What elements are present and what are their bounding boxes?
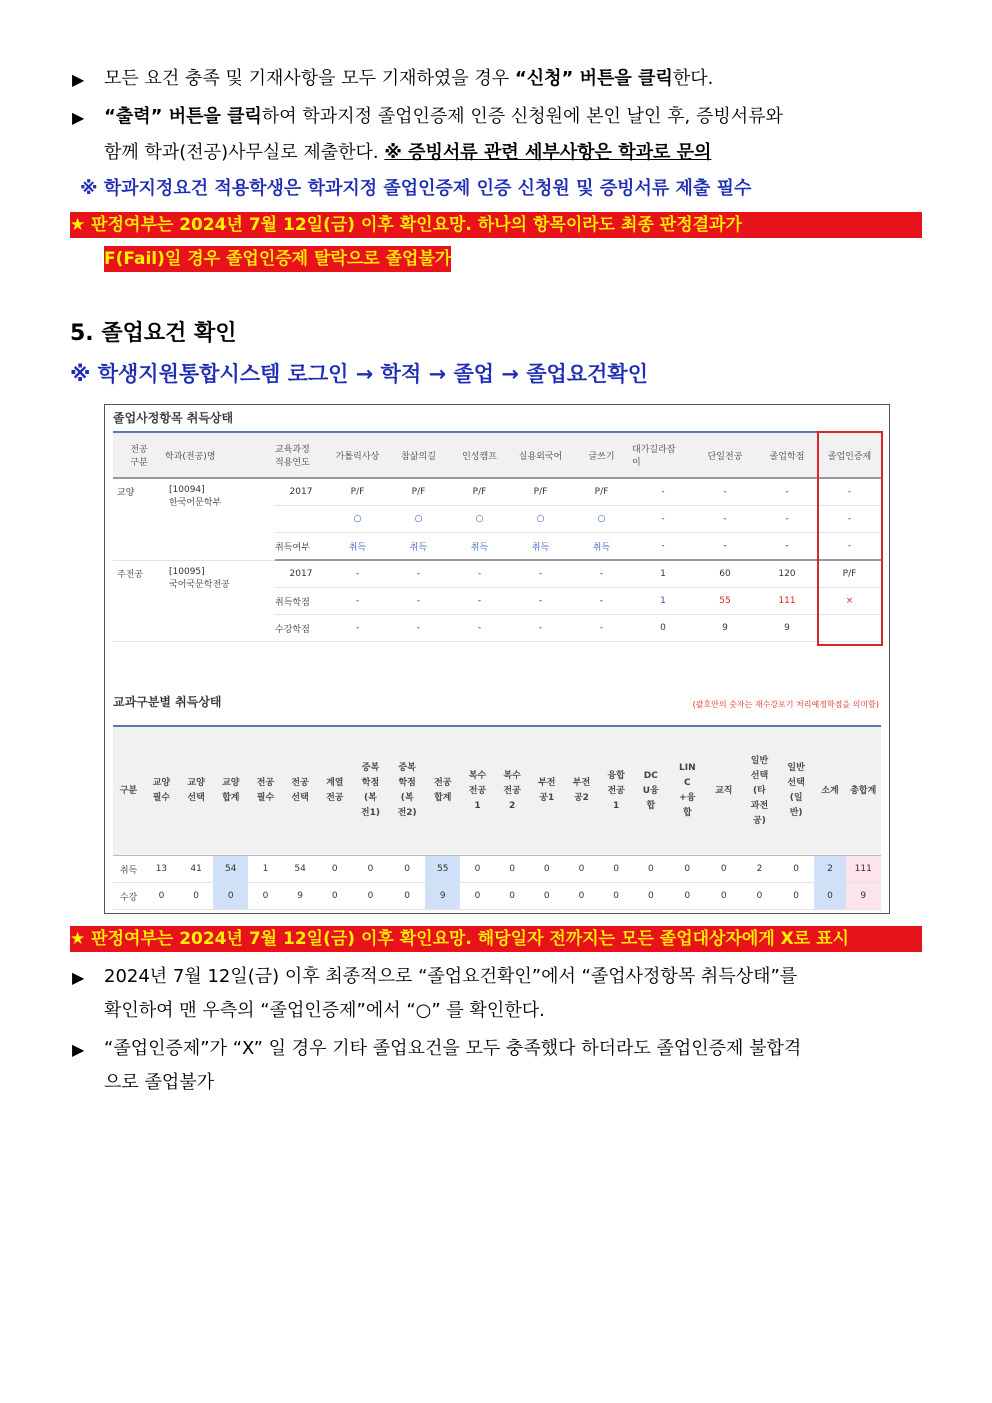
table-cell: 2 <box>741 856 778 883</box>
warning-banner-1 <box>70 212 922 238</box>
bullet-text: 모든 요건 충족 및 기재사항을 모두 기재하였을 경우 <box>104 68 515 89</box>
table-cell: 0 <box>389 856 426 883</box>
table-cell: 0 <box>564 883 599 910</box>
column-header: 단일전공 <box>694 432 756 478</box>
column-header: 소계 <box>814 726 845 856</box>
table-cell: 취득 <box>327 533 388 561</box>
table-cell: 취득여부 <box>275 533 327 561</box>
pass-circle-icon: ○ <box>510 506 571 533</box>
table-cell: 0 <box>668 883 706 910</box>
bullet-arrow: ▶ <box>72 1040 85 1059</box>
table-cell: - <box>694 478 756 506</box>
bullet-arrow: ▶ <box>72 70 85 89</box>
table-cell: 취득 <box>449 533 510 561</box>
table-cell: - <box>571 615 632 642</box>
graduation-items-table <box>113 431 881 642</box>
pass-circle-icon: ○ <box>571 506 632 533</box>
column-header: 교양합계 <box>213 726 248 856</box>
table-cell: 1 <box>248 856 283 883</box>
table-cell: - <box>327 588 388 615</box>
table-cell: 0 <box>352 883 389 910</box>
table-cell: 0 <box>495 883 530 910</box>
table-cell: - <box>571 588 632 615</box>
star-icon: ★ <box>70 215 86 235</box>
table-cell: 0 <box>460 856 495 883</box>
bullet-check-line2: 확인하여 맨 우측의 “졸업인증제”에서 “○” 를 확인한다. <box>104 1000 545 1021</box>
column-header: 졸업인증제 <box>818 432 881 478</box>
column-header: 교양필수 <box>144 726 179 856</box>
table-cell: 9 <box>694 615 756 642</box>
navigation-path: ※ 학생지원통합시스템 로그인 → 학적 → 졸업 → 졸업요건확인 <box>70 362 648 386</box>
column-header: DCU융합 <box>633 726 668 856</box>
table-cell: 취득 <box>388 533 449 561</box>
column-header: 전공 구분 <box>113 432 165 478</box>
table-cell: - <box>632 506 694 533</box>
table-header-row <box>113 432 881 478</box>
table-row <box>113 856 881 883</box>
bullet-text: 함께 학과(전공)사무실로 제출한다. <box>104 142 385 163</box>
bullet-check-line1: 2024년 7월 12일(금) 이후 최종적으로 “졸업요건확인”에서 “졸업사정항목 취득상태”를 <box>104 966 798 987</box>
table-cell: - <box>388 588 449 615</box>
table-cell: - <box>449 588 510 615</box>
retake-note: (괄호안의 숫자는 재수강포기 처리예정학점을 의미함) <box>692 700 879 709</box>
table-cell <box>275 506 327 533</box>
bullet-fail-line2: 으로 졸업불가 <box>104 1072 215 1093</box>
table-cell: 0 <box>778 883 815 910</box>
column-header: 가톨릭사상 <box>327 432 388 478</box>
table-cell: 0 <box>317 856 352 883</box>
table-cell: 0 <box>179 883 214 910</box>
dept-note: ※ 학과지정요건 적용학생은 학과지정 졸업인증제 인증 신청원 및 증빙서류 제출 필수 <box>80 178 752 199</box>
table-cell: 0 <box>633 883 668 910</box>
table-cell: 0 <box>599 856 634 883</box>
table-cell: 0 <box>248 883 283 910</box>
table-cell: - <box>756 478 818 506</box>
column-header: 일반선택(타과전공) <box>741 726 778 856</box>
bullet-arrow: ▶ <box>72 108 85 127</box>
column-header: 일반선택(일반) <box>778 726 815 856</box>
graduation-status-screenshot <box>104 404 890 914</box>
column-header: 부전공1 <box>529 726 564 856</box>
table-cell: 수강학점 <box>275 615 327 642</box>
table-cell: 0 <box>599 883 634 910</box>
table-cell: - <box>388 615 449 642</box>
table-cell: 0 <box>389 883 426 910</box>
t2-title: 교과구분별 취득상태 <box>113 695 222 709</box>
table-cell: 13 <box>144 856 179 883</box>
column-header: 교직 <box>706 726 741 856</box>
table-cell: 0 <box>706 883 741 910</box>
column-header: 복수전공1 <box>460 726 495 856</box>
column-header: 졸업학점 <box>756 432 818 478</box>
major-type: 교양 <box>113 478 165 560</box>
table-cell: 0 <box>529 856 564 883</box>
table-cell: 60 <box>694 560 756 588</box>
column-header: 총합계 <box>846 726 881 856</box>
bullet-arrow: ▶ <box>72 968 85 987</box>
table-cell: P/F <box>818 560 881 588</box>
table-cell: 2 <box>814 856 845 883</box>
table-row <box>113 883 881 910</box>
column-header: 대가길라잡 이 <box>632 432 694 478</box>
table-cell: 0 <box>352 856 389 883</box>
table-cell: 9 <box>756 615 818 642</box>
table-cell: - <box>818 506 881 533</box>
table-cell: 0 <box>668 856 706 883</box>
table-cell: 2017 <box>275 478 327 506</box>
department-name: [10094] 한국어문학부 <box>165 478 275 560</box>
table-cell: 0 <box>529 883 564 910</box>
table-cell: - <box>510 588 571 615</box>
table-cell: 54 <box>213 856 248 883</box>
column-header: 전공선택 <box>283 726 318 856</box>
table-cell: - <box>327 615 388 642</box>
table-cell: 1 <box>632 560 694 588</box>
pass-circle-icon: ○ <box>388 506 449 533</box>
table-cell: 9 <box>846 883 881 910</box>
table-cell: 111 <box>756 588 818 615</box>
column-header: 부전공2 <box>564 726 599 856</box>
table-cell: 54 <box>283 856 318 883</box>
bullet-apply <box>104 62 922 96</box>
table-header-row <box>113 726 881 856</box>
certification-highlight-box <box>817 431 883 646</box>
major-type: 주전공 <box>113 560 165 642</box>
table-row <box>113 478 881 506</box>
column-header: 학과(전공)명 <box>165 432 275 478</box>
table-cell: 0 <box>706 856 741 883</box>
table-cell: - <box>756 533 818 561</box>
table-cell: - <box>694 533 756 561</box>
table-cell: 9 <box>425 883 460 910</box>
table-cell: - <box>449 615 510 642</box>
column-header: 전공합계 <box>425 726 460 856</box>
table-cell: - <box>510 560 571 588</box>
table-cell: 0 <box>632 615 694 642</box>
table-cell: P/F <box>388 478 449 506</box>
column-header: 전공필수 <box>248 726 283 856</box>
table-cell: - <box>388 560 449 588</box>
column-header: 중복학점(복전2) <box>389 726 426 856</box>
table-cell: 120 <box>756 560 818 588</box>
row-label: 수강 <box>113 883 144 910</box>
table-cell: 취득 <box>510 533 571 561</box>
bullet-text: 한다. <box>672 68 714 89</box>
table-cell: - <box>327 560 388 588</box>
fail-x-icon: × <box>818 588 881 615</box>
table-cell: 취득학점 <box>275 588 327 615</box>
table-cell: 9 <box>283 883 318 910</box>
column-header: 구분 <box>113 726 144 856</box>
table-cell: - <box>571 560 632 588</box>
section-title: 5. 졸업요건 확인 <box>70 321 237 346</box>
row-label: 취득 <box>113 856 144 883</box>
table-cell: 0 <box>144 883 179 910</box>
table-cell: - <box>756 506 818 533</box>
table-cell: 0 <box>213 883 248 910</box>
table-cell: P/F <box>571 478 632 506</box>
bullet-text: 하여 학과지정 졸업인증제 인증 신청원에 본인 날인 후, 증빙서류와 <box>261 106 783 127</box>
table-cell: 0 <box>814 883 845 910</box>
table-cell: - <box>818 533 881 561</box>
column-header: 참삶의길 <box>388 432 449 478</box>
table-cell: 55 <box>694 588 756 615</box>
warning-text: 판정여부는 2024년 7월 12일(금) 이후 확인요망. 해당일자 전까지는 모든 졸업대상자에게 X로 표시 <box>91 929 849 949</box>
table-cell: - <box>818 478 881 506</box>
table-cell: P/F <box>327 478 388 506</box>
bullet-bold: “출력” 버튼을 클릭 <box>104 106 262 127</box>
column-header: 실용외국어 <box>510 432 571 478</box>
warning-text: 판정여부는 2024년 7월 12일(금) 이후 확인요망. 하나의 항목이라도 최종 판정결과가 <box>91 215 742 235</box>
bullet-print <box>104 100 922 134</box>
warning-banner-1-line2: F(Fail)일 경우 졸업인증제 탈락으로 졸업불가 <box>104 246 451 272</box>
table-row <box>113 560 881 588</box>
table-cell: 0 <box>460 883 495 910</box>
table-cell: 111 <box>846 856 881 883</box>
column-header: 융합전공1 <box>599 726 634 856</box>
table-cell: P/F <box>510 478 571 506</box>
table-cell: - <box>694 506 756 533</box>
table-cell: 0 <box>317 883 352 910</box>
column-header: 인성캠프 <box>449 432 510 478</box>
pass-circle-icon: ○ <box>449 506 510 533</box>
table-cell: P/F <box>449 478 510 506</box>
column-header: 교육과정 적용연도 <box>275 432 327 478</box>
column-header: 계열전공 <box>317 726 352 856</box>
department-name: [10095] 국어국문학전공 <box>165 560 275 642</box>
table-cell: 0 <box>741 883 778 910</box>
table-cell: 41 <box>179 856 214 883</box>
table-cell: 0 <box>778 856 815 883</box>
table-cell: 취득 <box>571 533 632 561</box>
t1-title: 졸업사정항목 취득상태 <box>113 411 234 425</box>
table-cell: - <box>449 560 510 588</box>
table-cell: 0 <box>564 856 599 883</box>
table-cell: 0 <box>495 856 530 883</box>
column-header: 교양선택 <box>179 726 214 856</box>
bullet-print-line2 <box>104 136 922 170</box>
bullet-bold: “신청” 버튼을 클릭 <box>514 68 673 89</box>
table-cell: - <box>510 615 571 642</box>
column-header: 복수전공2 <box>495 726 530 856</box>
column-header: 중복학점(복전1) <box>352 726 389 856</box>
credit-category-table <box>113 725 881 910</box>
inquiry-note: ※ 증빙서류 관련 세부사항은 학과로 문의 <box>384 142 712 163</box>
column-header: LINC+융합 <box>668 726 706 856</box>
warning-banner-2 <box>70 926 922 952</box>
table-cell: 55 <box>425 856 460 883</box>
bullet-fail-line1: “졸업인증제”가 “X” 일 경우 기타 졸업요건을 모두 충족했다 하더라도 졸업인증제 불합격 <box>104 1038 802 1059</box>
table-cell: - <box>632 533 694 561</box>
table-cell: - <box>632 478 694 506</box>
column-header: 글쓰기 <box>571 432 632 478</box>
table-cell: 0 <box>633 856 668 883</box>
pass-circle-icon: ○ <box>327 506 388 533</box>
star-icon: ★ <box>70 929 86 949</box>
table-cell: 2017 <box>275 560 327 588</box>
table-cell: 1 <box>632 588 694 615</box>
